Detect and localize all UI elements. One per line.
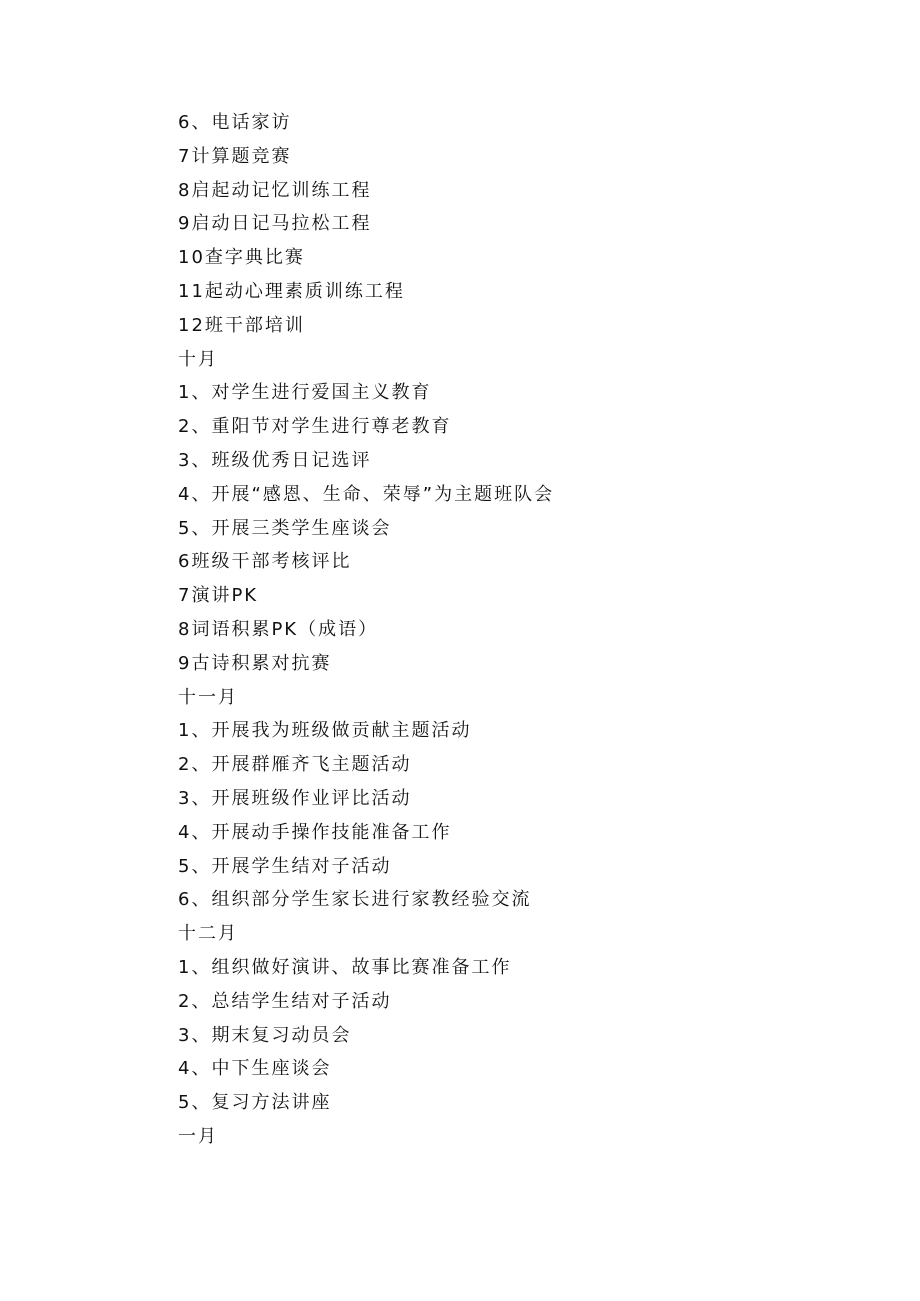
list-item: 10查字典比赛	[178, 247, 305, 269]
list-item: 6班级干部考核评比	[178, 551, 352, 573]
list-item: 7计算题竞赛	[178, 145, 292, 167]
list-item: 3、班级优秀日记选评	[178, 449, 372, 471]
list-item: 9启动日记马拉松工程	[178, 213, 372, 235]
month-heading: 十一月	[178, 686, 238, 708]
list-item: 1、开展我为班级做贡献主题活动	[178, 720, 472, 742]
list-item: 9古诗积累对抗赛	[178, 652, 332, 674]
month-heading: 十月	[178, 348, 218, 370]
month-heading: 十二月	[178, 923, 238, 945]
document-content	[178, 106, 878, 1154]
month-heading: 一月	[178, 1125, 218, 1147]
list-item: 5、开展三类学生座谈会	[178, 517, 392, 539]
list-item: 7演讲PK	[178, 585, 259, 607]
list-item: 3、开展班级作业评比活动	[178, 787, 412, 809]
list-item: 4、中下生座谈会	[178, 1058, 332, 1080]
list-item: 2、重阳节对学生进行尊老教育	[178, 416, 452, 438]
list-item: 2、开展群雁齐飞主题活动	[178, 754, 412, 776]
list-item: 6、电话家访	[178, 112, 292, 133]
list-item: 1、组织做好演讲、故事比赛准备工作	[178, 956, 512, 978]
list-item: 8启起动记忆训练工程	[178, 179, 372, 201]
list-item: 4、开展动手操作技能准备工作	[178, 821, 452, 843]
list-item: 6、组织部分学生家长进行家教经验交流	[178, 889, 532, 911]
list-item: 12班干部培训	[178, 314, 305, 336]
list-item: 5、复习方法讲座	[178, 1092, 332, 1114]
list-item: 8词语积累PK（成语）	[178, 618, 379, 640]
list-item: 11起动心理素质训练工程	[178, 280, 405, 302]
list-item: 3、期末复习动员会	[178, 1024, 352, 1046]
list-item: 1、对学生进行爱国主义教育	[178, 382, 432, 404]
list-item: 5、开展学生结对子活动	[178, 855, 392, 877]
list-item: 4、开展“感恩、生命、荣辱”为主题班队会	[178, 483, 555, 505]
list-item: 2、总结学生结对子活动	[178, 990, 392, 1012]
